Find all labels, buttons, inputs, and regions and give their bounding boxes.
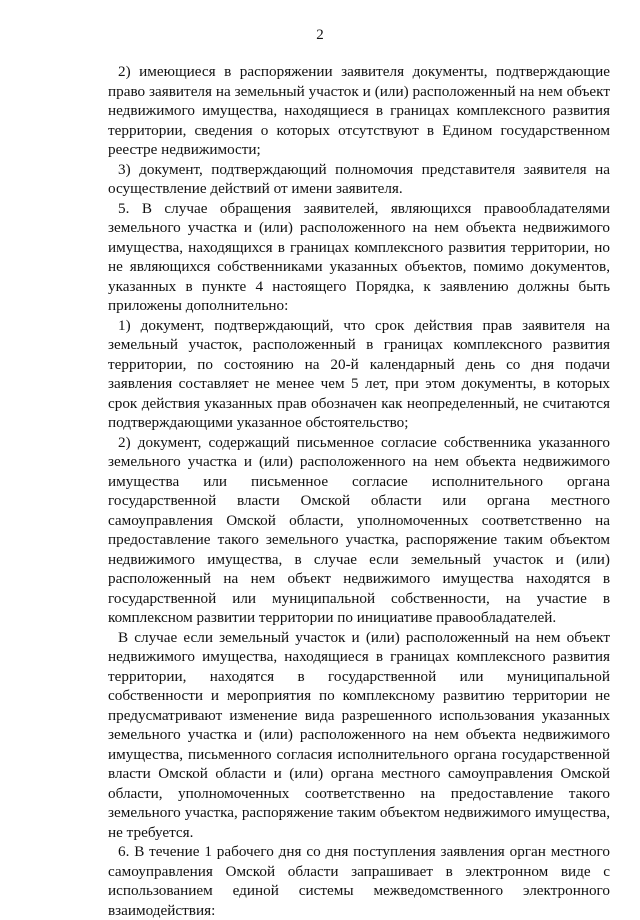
page-number: 2	[316, 27, 324, 43]
paragraph-clause-5: 5. В случае обращения заявителей, являющихся правообладателями земельного участка и (или) расположенного на нем объекта недвижимого имущества, находящихся в границах комплексного развития территории, но не являющихся собственниками указанных объектов, помимо документов, указанных в пункте 4 настоящего Порядка, к заявлению должны быть приложены дополнительно:	[108, 199, 610, 314]
paragraph-consent-exception: В случае если земельный участок и (или) расположенный на нем объект недвижимого имущества, находящиеся в границах комплексного развития территории, находятся в государственной или муниципальной собственности и мероприятия по комплексному развитию территории не предусматривают изменение вида разрешенного использования указанных земельного участка и (или) расположенного на нем объекта недвижимого имущества, письменного согласия исполнительного органа государственной власти Омской области и (или) органа местного самоуправления Омской области, уполномоченных соответственно на предоставление такого земельного участка, распоряжение таким объектом недвижимого имущества, не требуется.	[108, 628, 610, 841]
document-body	[108, 62, 610, 920]
paragraph-item-3-representative: 3) документ, подтверждающий полномочия представителя заявителя на осуществление действий от имени заявителя.	[108, 160, 610, 197]
paragraph-item-2-documents: 2) имеющиеся в распоряжении заявителя документы, подтверждающие право заявителя на земельный участок и (или) расположенный на нем объект недвижимого имущества, находящиеся в границах комплексного развития территории, сведения о которых отсутствуют в Едином государственном реестре недвижимости;	[108, 63, 610, 158]
paragraph-clause-6: 6. В течение 1 рабочего дня со дня поступления заявления орган местного самоуправления Омской области запрашивает в электронном виде с использованием единой системы межведомственного электронного взаимодействия:	[108, 843, 610, 919]
paragraph-clause-5-item-2: 2) документ, содержащий письменное согласие собственника указанного земельного участка и (или) расположенного на нем объекта недвижимого имущества или письменное согласие исполнительного органа государственной власти Омской области или органа местного самоуправления Омской области, уполномоченных соответственно на предоставление такого земельного участка, распоряжение таким объектом недвижимого имущества, в случае если земельный участок и (или) расположенный на нем объект недвижимого имущества находятся в государственной или муниципальной собственности, на участие в комплексном развитии территории по инициативе правообладателей.	[108, 433, 610, 626]
paragraph-clause-5-item-1: 1) документ, подтверждающий, что срок действия прав заявителя на земельный участок, расположенный в границах комплексного развития территории, по состоянию на 20-й календарный день со дня подачи заявления составляет не менее чем 5 лет, при этом документы, в которых срок действия указанных прав обозначен как неопределенный, не считаются подтверждающими указанное обстоятельство;	[108, 316, 610, 431]
